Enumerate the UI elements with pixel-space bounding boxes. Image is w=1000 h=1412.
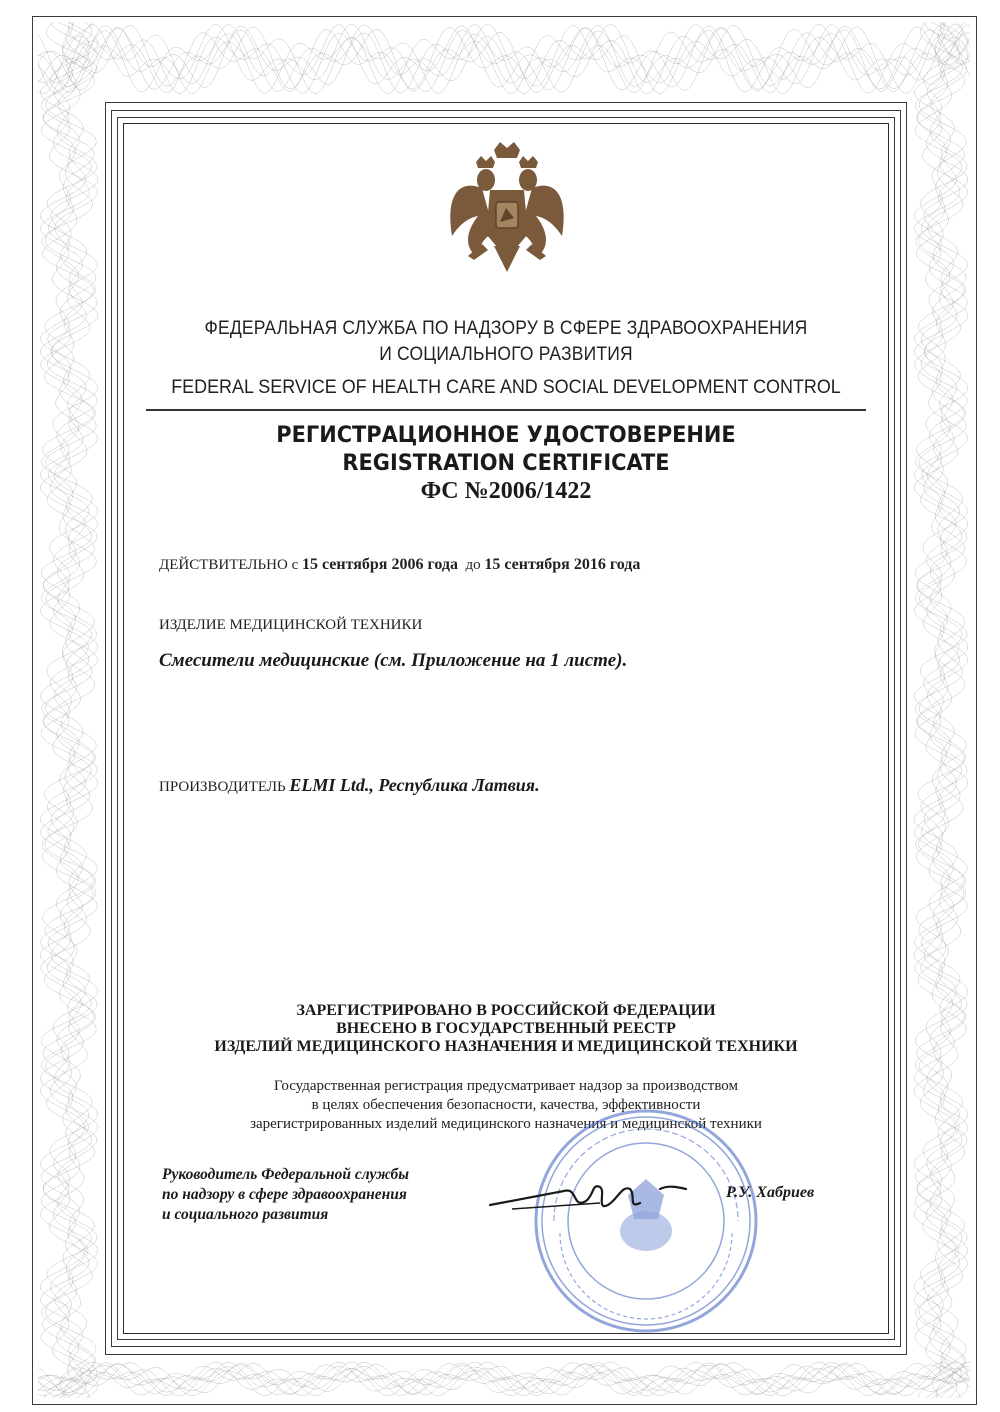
- registration-line1: ЗАРЕГИСТРИРОВАНО В РОССИЙСКОЙ ФЕДЕРАЦИИ: [296, 1002, 716, 1019]
- signatory-title-line1: Руководитель Федеральной службы: [162, 1166, 409, 1183]
- agency-name-ru-line2: И СОЦИАЛЬНОГО РАЗВИТИЯ: [379, 344, 633, 365]
- agency-name-en: FEDERAL SERVICE OF HEALTH CARE AND SOCIAL DEVELOPMENT CONTROL: [171, 376, 841, 398]
- certificate-title-en: REGISTRATION CERTIFICATE: [342, 451, 670, 476]
- manufacturer-label: ПРОИЗВОДИТЕЛЬ: [159, 779, 286, 795]
- signatory-title-line2: по надзору в сфере здравоохранения: [162, 1186, 407, 1203]
- manufacturer-name: ELMI Ltd., Республика Латвия.: [289, 775, 540, 795]
- validity-label: ДЕЙСТВИТЕЛЬНО: [159, 557, 288, 573]
- registration-note2: в целях обеспечения безопасности, качества, эффективности: [311, 1097, 701, 1113]
- registration-note3: зарегистрированных изделий медицинского назначения и медицинской техники: [250, 1116, 762, 1132]
- product-label: ИЗДЕЛИЕ МЕДИЦИНСКОЙ ТЕХНИКИ: [159, 617, 423, 633]
- validity-from-date: 15 сентября 2006 года: [301, 556, 458, 573]
- product-name: Смесители медицинские (см. Приложение на 1 листе).: [159, 650, 628, 671]
- validity-from-prefix: с: [291, 557, 299, 573]
- handwritten-signature: [482, 1165, 732, 1225]
- registration-note1: Государственная регистрация предусматривает надзор за производством: [273, 1078, 739, 1094]
- validity-line: [159, 556, 640, 574]
- validity-to-date: 15 сентября 2016 года: [484, 556, 641, 573]
- agency-name-ru-line1: ФЕДЕРАЛЬНАЯ СЛУЖБА ПО НАДЗОРУ В СФЕРЕ ЗДРАВООХРАНЕНИЯ: [204, 318, 808, 339]
- validity-to-prefix: до: [465, 557, 481, 573]
- certificate-title-ru: РЕГИСТРАЦИОННОЕ УДОСТОВЕРЕНИЕ: [276, 423, 736, 448]
- eagle-emblem-icon: [442, 140, 572, 280]
- signatory-title-line3: и социального развития: [162, 1206, 329, 1223]
- certificate-panel: [123, 123, 889, 1334]
- signatory-name: Р.У. Хабриев: [726, 1184, 815, 1201]
- manufacturer-line: [159, 775, 540, 796]
- header-divider: [146, 409, 866, 411]
- registration-line2: ВНЕСЕНО В ГОСУДАРСТВЕННЫЙ РЕЕСТР: [336, 1020, 676, 1037]
- certificate-number: ФС №2006/1422: [420, 478, 592, 504]
- registration-line3: ИЗДЕЛИЙ МЕДИЦИНСКОГО НАЗНАЧЕНИЯ И МЕДИЦИНСКОЙ ТЕХНИКИ: [214, 1038, 798, 1055]
